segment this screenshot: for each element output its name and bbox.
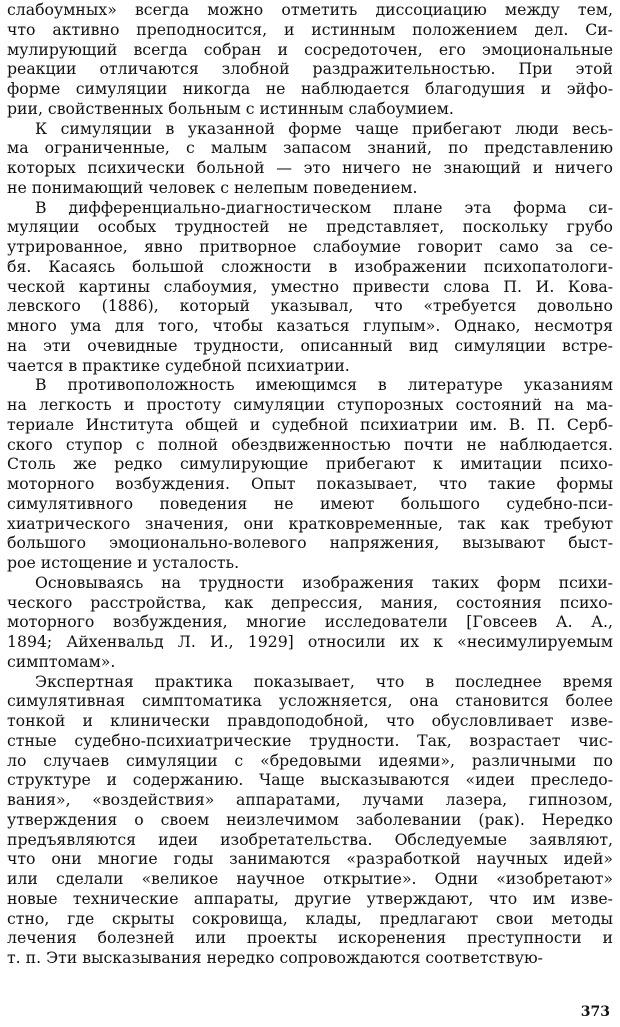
text-line: лечения болезней или проекты искоренения преступности и <box>7 928 613 948</box>
text-line: хиатрического значения, они кратковременные, так как требуют <box>7 513 613 533</box>
text-line: симулятивного поведения не имеют большого судебно-пси- <box>7 493 613 513</box>
text-line: утверждения о своем неизлечимом заболевании (рак). Нередко <box>7 809 613 829</box>
text-line: муляции особых трудностей не представляет, поскольку грубо <box>7 217 613 237</box>
text-line: форме симуляции никогда не наблюдается благодушия и эйфо- <box>7 79 613 98</box>
paragraph <box>7 375 613 573</box>
text-line: левского (1886), который указывал, что «требуется довольно <box>7 296 613 316</box>
text-line: много ума для того, чтобы казаться глупым». Однако, несмотря <box>7 316 613 335</box>
text-line: ма ограниченные, с малым запасом знаний, по представлению <box>7 138 613 158</box>
text-line: ческой картины слабоумия, уместно привести слова П. И. Кова- <box>7 276 613 296</box>
text-line: большого эмоционально-волевого напряжения, вызывают быст- <box>7 533 613 553</box>
text-line: на эти очевидные трудности, описанный вид симуляции встре- <box>7 335 613 355</box>
text-line: К симуляции в указанной форме чаще прибегают люди весь- <box>35 118 613 138</box>
text-line: вания», «воздействия» аппаратами, лучами лазера, гипнозом, <box>7 790 613 809</box>
text-line: реакции отличаются злобной раздражительностью. При этой <box>7 59 613 79</box>
text-line: предъявляются идеи изобретательства. Обследуемые заявляют, <box>7 829 613 849</box>
text-line: т. п. Эти высказывания нередко сопровождаются соответствую- <box>7 948 543 967</box>
text-line: моторного возбуждения, многие исследователи [Говсеев А. А., <box>7 612 613 632</box>
text-line: слабоумных» всегда можно отметить диссоциацию между тем, <box>7 0 613 19</box>
text-line: симулятивная симптоматика усложняется, она становится более <box>7 691 613 711</box>
paragraph <box>7 198 613 376</box>
text-line: териале Института общей и судебной психиатрии им. В. П. Серб- <box>7 414 613 434</box>
paragraph <box>7 672 613 968</box>
text-line: Экспертная практика показывает, что в последнее время <box>35 671 613 691</box>
text-line: или сделали «великое научное открытие». Одни «изобретают» <box>7 869 613 888</box>
text-line: 1894; Айхенвальд Л. И., 1929] относили их к «несимулируемым <box>7 632 613 651</box>
text-line: ло случаев симуляции с «бредовыми идеями», различными по <box>7 750 613 770</box>
paragraph <box>7 573 613 672</box>
text-line: стно, где скрыты сокровища, клады, предлагают свои методы <box>7 908 613 928</box>
text-line: что активно преподносится, и истинным положением дел. Си- <box>7 19 613 39</box>
text-line: которых психически больной — это ничего не знающий и ничего <box>7 158 613 177</box>
paragraph <box>7 0 613 119</box>
text-line: Основываясь на трудности изображения таких форм психи- <box>35 572 613 592</box>
text-line: моторного возбуждения. Опыт показывает, что такие формы <box>7 474 613 493</box>
text-line: рии, свойственных больным с истинным слабоумием. <box>7 98 454 118</box>
text-line: мулирующий всегда собран и сосредоточен, его эмоциональные <box>7 39 613 59</box>
text-line: утрированное, явно притворное слабоумие говорит само за се- <box>7 237 613 256</box>
text-line: ского ступор с полной обездвиженностью почти не наблюдается. <box>7 434 613 454</box>
text-line: В дифференциально-диагностическом плане эта форма си- <box>35 197 613 217</box>
text-line: В противоположность имеющимся в литературе указаниям <box>35 375 613 395</box>
text-line: бя. Касаясь большой сложности в изображении психопатологи- <box>7 256 613 276</box>
text-line: структуре и содержанию. Чаще высказываются «идеи преследо- <box>7 770 613 790</box>
text-line: рое истощение и усталость. <box>7 553 240 572</box>
text-line: новые технические аппараты, другие утверждают, что им изве- <box>7 888 613 908</box>
text-line: Столь же редко симулирующие прибегают к имитации психо- <box>7 454 613 474</box>
text-line: что они многие годы занимаются «разработкой научных идей» <box>7 849 613 869</box>
text-line: стные судебно-психиатрические трудности. Так, возрастает чис- <box>7 730 613 750</box>
text-line: на легкость и простоту симуляции ступорозных состояний на ма- <box>7 395 613 414</box>
text-line: не понимающий человек с нелепым поведением. <box>7 177 418 197</box>
body-text <box>7 0 613 968</box>
text-line: симптомам». <box>7 651 116 671</box>
text-line: ческого расстройства, как депрессия, мания, состояния психо- <box>7 592 613 612</box>
paragraph <box>7 119 613 198</box>
text-line: тонкой и клинически правдоподобной, что обусловливает изве- <box>7 711 613 730</box>
text-line: чается в практике судебной психиатрии. <box>7 355 350 375</box>
page-number: 373 <box>580 1004 610 1020</box>
